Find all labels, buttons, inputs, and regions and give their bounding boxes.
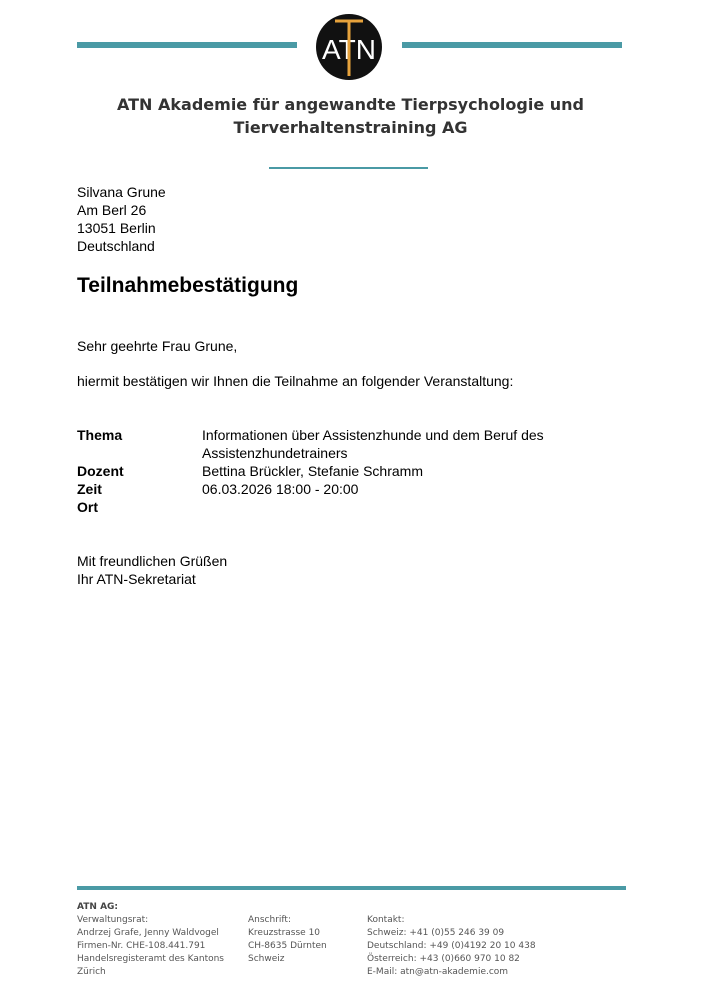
recipient-name: Silvana Grune bbox=[77, 184, 166, 200]
footer-board-label: Verwaltungsrat: bbox=[77, 915, 149, 925]
salutation: Sehr geehrte Frau Grune, bbox=[77, 338, 238, 354]
footer-registry-line1: Handelsregisteramt des Kantons bbox=[77, 954, 224, 964]
recipient-address bbox=[77, 183, 166, 255]
closing-greeting: Mit freundlichen Grüßen bbox=[77, 553, 228, 569]
dozent-label: Dozent bbox=[77, 463, 124, 479]
footer-company-label: ATN AG: bbox=[77, 902, 119, 912]
organization-title-line1: ATN Akademie für angewandte Tierpsychologie und bbox=[117, 95, 584, 114]
footer-board-names: Andrzej Grafe, Jenny Waldvogel bbox=[77, 928, 219, 938]
footer-contact bbox=[367, 914, 536, 979]
header-bar-right bbox=[402, 42, 622, 48]
recipient-city: 13051 Berlin bbox=[77, 220, 156, 236]
recipient-country: Deutschland bbox=[77, 238, 155, 254]
footer-contact-label: Kontakt: bbox=[367, 915, 405, 925]
zeit-value: 06.03.2026 18:00 - 20:00 bbox=[202, 481, 359, 497]
footer-bar bbox=[77, 886, 626, 890]
footer-phone-at: Österreich: +43 (0)660 970 10 82 bbox=[367, 954, 520, 964]
event-row-dozent bbox=[77, 462, 602, 480]
footer-address-city: CH-8635 Dürnten bbox=[248, 941, 327, 951]
atn-logo bbox=[316, 14, 382, 80]
event-row-thema bbox=[77, 426, 602, 462]
thema-label: Thema bbox=[77, 427, 123, 443]
organization-title bbox=[0, 93, 701, 139]
zeit-label: Zeit bbox=[77, 481, 102, 497]
document-title: Teilnahmebestätigung bbox=[77, 274, 299, 297]
footer-company bbox=[77, 901, 224, 979]
footer-address bbox=[248, 914, 327, 966]
footer-registry-line2: Zürich bbox=[77, 967, 106, 977]
organization-title-line2: Tierverhaltenstraining AG bbox=[233, 118, 468, 137]
intro-text: hiermit bestätigen wir Ihnen die Teilnahme an folgender Veranstaltung: bbox=[77, 373, 514, 389]
footer-phone-ch: Schweiz: +41 (0)55 246 39 09 bbox=[367, 928, 505, 938]
footer-address-street: Kreuzstrasse 10 bbox=[248, 928, 321, 938]
footer-phone-de: Deutschland: +49 (0)4192 20 10 438 bbox=[367, 941, 536, 951]
footer-company-no: Firmen-Nr. CHE-108.441.791 bbox=[77, 941, 206, 951]
event-row-zeit bbox=[77, 480, 602, 498]
logo-text: ATN bbox=[322, 34, 376, 65]
thema-value: Informationen über Assistenzhunde und dem Beruf des Assistenzhundetrainers bbox=[202, 427, 544, 461]
recipient-street: Am Berl 26 bbox=[77, 202, 147, 218]
event-row-ort bbox=[77, 498, 602, 516]
footer-address-country: Schweiz bbox=[248, 954, 285, 964]
ort-label: Ort bbox=[77, 499, 98, 515]
event-details bbox=[77, 426, 602, 516]
footer-address-label: Anschrift: bbox=[248, 915, 291, 925]
title-divider bbox=[269, 167, 428, 169]
footer-email: E-Mail: atn@atn-akademie.com bbox=[367, 967, 509, 977]
dozent-value: Bettina Brückler, Stefanie Schramm bbox=[202, 463, 423, 479]
ort-value bbox=[202, 498, 602, 516]
header-bar-left bbox=[77, 42, 297, 48]
closing-sender: Ihr ATN-Sekretariat bbox=[77, 571, 196, 587]
closing bbox=[77, 552, 227, 588]
